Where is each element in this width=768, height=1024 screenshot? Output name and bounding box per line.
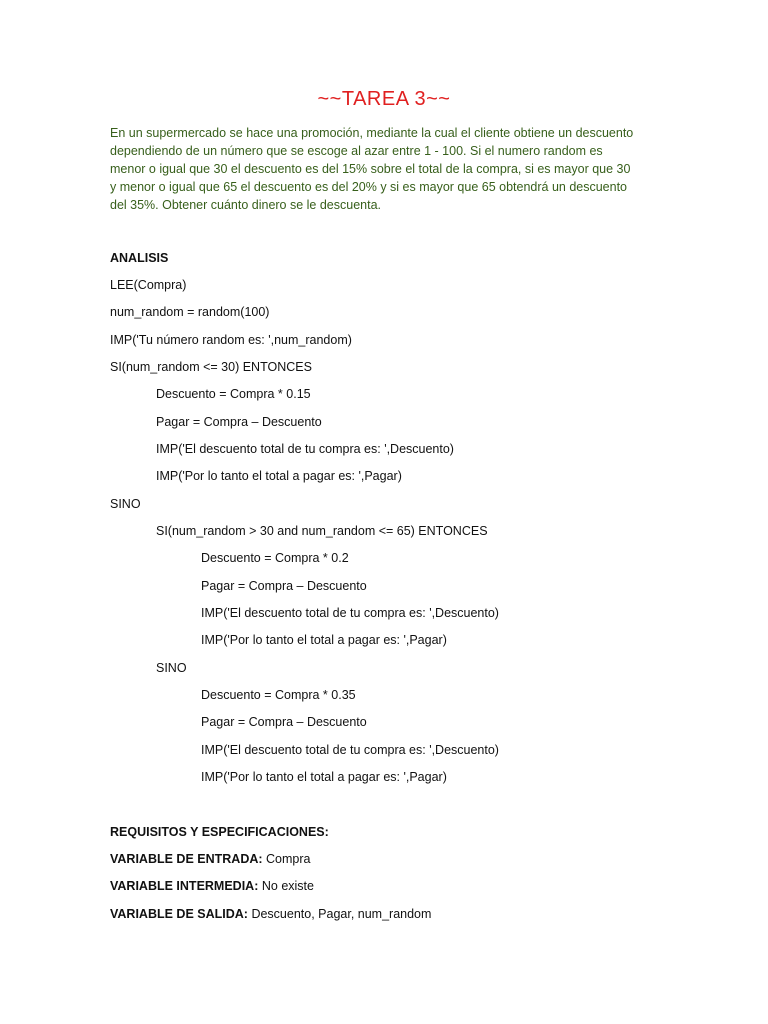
output-variable-label: VARIABLE DE SALIDA: [110, 907, 248, 921]
analysis-line: SI(num_random > 30 and num_random <= 65) ENTONCES [156, 524, 488, 538]
requirements-heading: REQUISITOS Y ESPECIFICACIONES: [110, 825, 329, 839]
analysis-line: LEE(Compra) [110, 278, 187, 292]
analysis-line: SI(num_random <= 30) ENTONCES [110, 360, 312, 374]
analysis-line: num_random = random(100) [110, 305, 270, 319]
analysis-line: Pagar = Compra – Descuento [156, 415, 322, 429]
input-variable-value: Compra [266, 852, 311, 866]
analysis-line: Pagar = Compra – Descuento [201, 579, 367, 593]
input-variable-row [110, 851, 311, 867]
analysis-line: SINO [110, 497, 141, 511]
input-variable-label: VARIABLE DE ENTRADA: [110, 852, 263, 866]
output-variable-row [110, 906, 431, 922]
analysis-line: IMP('Por lo tanto el total a pagar es: ',Pagar) [156, 469, 402, 483]
intermediate-variable-row [110, 878, 314, 894]
output-variable-value: Descuento, Pagar, num_random [251, 907, 432, 921]
analysis-line: IMP('Por lo tanto el total a pagar es: ',Pagar) [201, 633, 447, 647]
analysis-line: IMP('El descuento total de tu compra es: ',Descuento) [156, 442, 454, 456]
analysis-line: SINO [156, 661, 187, 675]
intermediate-variable-value: No existe [261, 879, 314, 893]
analysis-line: IMP('El descuento total de tu compra es: ',Descuento) [201, 606, 499, 620]
document-title: ~~TAREA 3~~ [317, 88, 451, 110]
analysis-line: Descuento = Compra * 0.35 [201, 688, 356, 702]
analysis-heading: ANALISIS [110, 251, 169, 265]
intermediate-variable-label: VARIABLE INTERMEDIA: [110, 879, 259, 893]
analysis-line: Descuento = Compra * 0.2 [201, 551, 349, 565]
problem-statement: En un supermercado se hace una promoción, mediante la cual el cliente obtiene un descuento dependiendo de un número que se escoge al azar entre 1 - 100. Si el numero random es menor o igual que 30 el descuento es del 15% sobre el total de la compra, si es mayor que 30 y menor o igual que 65 el descuento es del 20% y si es mayor que 65 obtendrá un descuento del 35%. Obtener cuánto dinero se le descuenta. [110, 126, 634, 212]
analysis-line: IMP('El descuento total de tu compra es: ',Descuento) [201, 743, 499, 757]
analysis-line: Descuento = Compra * 0.15 [156, 387, 311, 401]
analysis-line: IMP('Por lo tanto el total a pagar es: ',Pagar) [201, 770, 447, 784]
analysis-line: Pagar = Compra – Descuento [201, 715, 367, 729]
analysis-line: IMP('Tu número random es: ',num_random) [110, 333, 352, 347]
